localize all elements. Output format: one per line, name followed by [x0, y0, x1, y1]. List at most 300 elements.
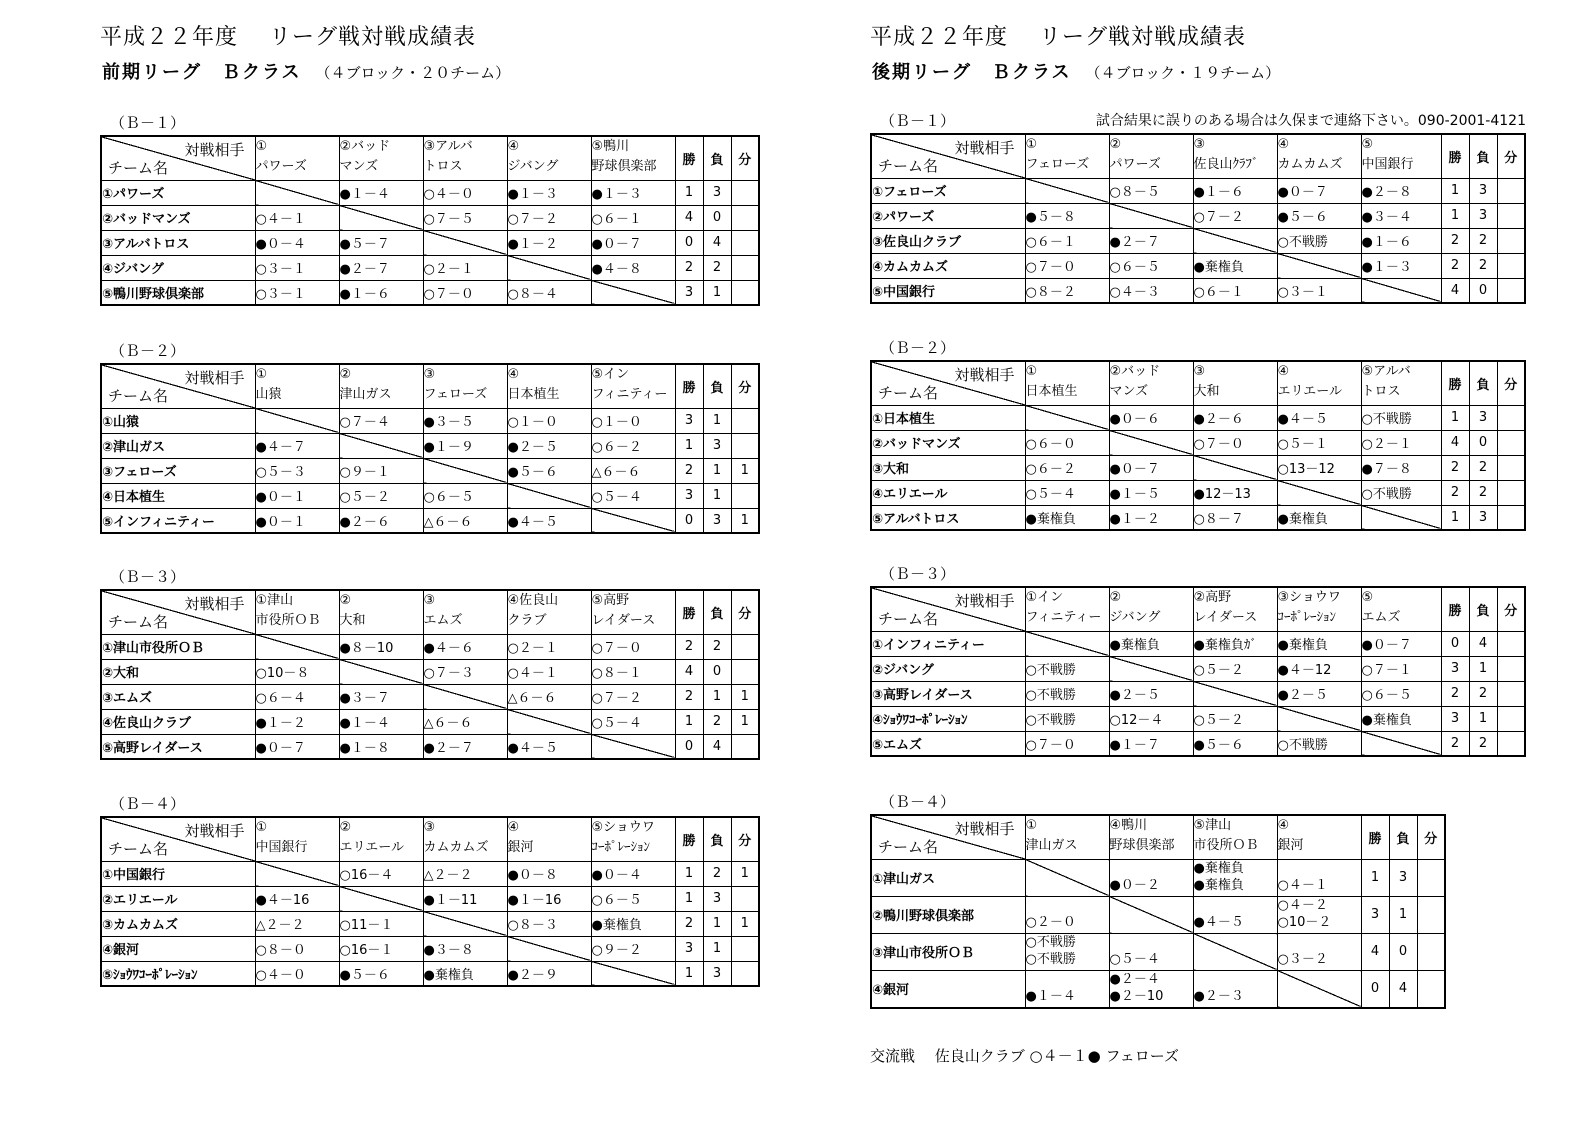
corner-team-label: チーム名 — [108, 158, 169, 177]
result-cell: ●０－７ — [1109, 455, 1193, 480]
team-name: ①パワーズ — [101, 180, 255, 205]
result-cell: ●２－５ — [1277, 681, 1361, 706]
result-cell: ●２－５ — [1109, 681, 1193, 706]
opponent-line-1: ① — [255, 367, 268, 382]
result-cell — [1193, 896, 1277, 933]
losses-count: 1 — [703, 458, 731, 483]
team-name: ②バッドマンズ — [101, 205, 255, 230]
result-cell: ●１－２ — [507, 230, 591, 255]
result-cell: ●３－７ — [339, 684, 423, 709]
team-name: ④銀河 — [101, 936, 255, 961]
diagonal-cell — [1193, 933, 1277, 970]
opponent-header — [255, 136, 339, 180]
result-cell: △２－２ — [255, 911, 339, 936]
result-cell: ●棄権負 — [591, 911, 675, 936]
block-label: （Ｂ－１） — [110, 114, 186, 132]
team-name: ③カムカムズ — [101, 911, 255, 936]
subtitle-main: 後期リーグ Ｂクラス — [872, 62, 1072, 83]
opponent-header — [423, 136, 507, 180]
table-row — [101, 709, 759, 734]
draws-count — [1497, 681, 1525, 706]
result-cell: ●棄権負 — [1277, 505, 1361, 530]
diagonal-cell — [507, 483, 591, 508]
team-name: ②津山ガス — [101, 433, 255, 458]
draws-count — [731, 205, 759, 230]
result-cell: ○６－５ — [591, 886, 675, 911]
opponent-line-1: ③ — [423, 367, 436, 382]
table-row — [101, 508, 759, 533]
result-cell: ●０－７ — [255, 734, 339, 759]
result-cell: ●１－２ — [255, 709, 339, 734]
opponent-line-1: ④佐良山 — [507, 593, 559, 608]
losses-count: 0 — [703, 205, 731, 230]
result-table — [100, 589, 760, 760]
table-row — [101, 936, 759, 961]
wins-count: 0 — [1441, 631, 1469, 656]
opponent-header — [1193, 815, 1277, 859]
result-cell — [1025, 970, 1109, 1008]
win-header: 勝 — [1441, 134, 1469, 178]
opponent-header — [1277, 361, 1361, 405]
losses-count: 2 — [1469, 253, 1497, 278]
result-cell: ○不戦勝 — [1025, 656, 1109, 681]
result-cell: ●０－４ — [255, 230, 339, 255]
result-cell: ○３－１ — [255, 280, 339, 305]
opponent-line-2: 大和 — [1193, 384, 1220, 399]
losses-count: 2 — [1469, 228, 1497, 253]
diagonal-cell — [507, 709, 591, 734]
opponent-line-1: ①津山 — [255, 593, 294, 608]
team-name: ①フェローズ — [871, 178, 1025, 203]
wins-count: 0 — [1361, 970, 1389, 1008]
result-cell: ○６－５ — [1109, 253, 1193, 278]
losses-count: 3 — [1389, 859, 1417, 896]
table-row — [101, 886, 759, 911]
opponent-header — [1193, 361, 1277, 405]
result-cell: ○８－７ — [1193, 505, 1277, 530]
result-line: ●２－３ — [1193, 988, 1244, 1004]
team-name: ④カムカムズ — [871, 253, 1025, 278]
result-cell: ○７－２ — [591, 684, 675, 709]
opponent-line-1: ② — [339, 820, 352, 835]
result-cell: ○７－０ — [1025, 253, 1109, 278]
result-cell: ○４－０ — [255, 961, 339, 986]
result-cell: ●１－８ — [339, 734, 423, 759]
team-name: ④佐良山クラブ — [101, 709, 255, 734]
header-row — [101, 590, 759, 634]
table-row — [101, 659, 759, 684]
diagonal-cell — [423, 230, 507, 255]
table-row — [101, 634, 759, 659]
wins-count: 0 — [675, 734, 703, 759]
table-row — [101, 684, 759, 709]
opponent-line-1: ④ — [1277, 364, 1290, 379]
team-name: ③津山市役所ＯＢ — [871, 933, 1025, 970]
result-cell: ○不戦勝 — [1361, 480, 1441, 505]
opponent-line-2: クラブ — [507, 613, 547, 628]
result-cell: ○５－４ — [591, 709, 675, 734]
wins-count: 2 — [675, 458, 703, 483]
opponent-line-2: エムズ — [1361, 610, 1401, 625]
result-cell: ○５－２ — [1193, 706, 1277, 731]
result-cell: ●３－４ — [1361, 203, 1441, 228]
wins-count: 4 — [1441, 430, 1469, 455]
team-name: ①津山ガス — [871, 859, 1025, 896]
result-line: ●２－４ — [1109, 971, 1160, 987]
opponent-line-1: ④ — [507, 367, 520, 382]
draw-header: 分 — [1417, 815, 1445, 859]
diagonal-cell — [1277, 706, 1361, 731]
draws-count — [1497, 731, 1525, 756]
opponent-line-1: ⑤ — [1361, 590, 1374, 605]
diagonal-cell — [1193, 455, 1277, 480]
result-cell: ○８－１ — [591, 659, 675, 684]
result-cell: ○11－１ — [339, 911, 423, 936]
result-cell: ○13－12 — [1277, 455, 1361, 480]
result-cell: ○８－４ — [507, 280, 591, 305]
draws-count: 1 — [731, 458, 759, 483]
opponent-header — [591, 364, 675, 408]
result-cell: ○６－０ — [1025, 430, 1109, 455]
opponent-line-2: 佐良山ｸﾗﾌﾞ — [1193, 157, 1259, 172]
table-row — [871, 253, 1525, 278]
result-cell: ●４－16 — [255, 886, 339, 911]
wins-count: 3 — [1441, 656, 1469, 681]
result-cell: ○９－２ — [591, 936, 675, 961]
result-cell: ○６－２ — [1025, 455, 1109, 480]
corner-opponent-label: 対戦相手 — [184, 595, 245, 613]
result-cell: ●棄権負 — [423, 961, 507, 986]
wins-count: 2 — [675, 634, 703, 659]
draws-count: 1 — [731, 709, 759, 734]
opponent-line-1: ② — [1109, 137, 1122, 152]
losses-count: 2 — [1469, 455, 1497, 480]
team-name: ⑤インフィニティー — [101, 508, 255, 533]
opponent-line-1: ③ — [1193, 137, 1206, 152]
opponent-line-1: ① — [1025, 137, 1038, 152]
result-cell: ●３－５ — [423, 408, 507, 433]
draw-header: 分 — [1497, 134, 1525, 178]
team-name: ③大和 — [871, 455, 1025, 480]
header-corner — [101, 364, 255, 408]
draw-header: 分 — [731, 364, 759, 408]
opponent-header — [591, 817, 675, 861]
result-cell: ○１－０ — [591, 408, 675, 433]
wins-count: 1 — [675, 709, 703, 734]
wins-count: 3 — [675, 408, 703, 433]
losses-count: 4 — [703, 734, 731, 759]
block-label: （Ｂ－２） — [880, 339, 956, 357]
opponent-line-2: 日本植生 — [507, 387, 560, 402]
opponent-header — [591, 136, 675, 180]
losses-count: 3 — [1469, 405, 1497, 430]
result-line: ○３－２ — [1277, 951, 1328, 967]
diagonal-cell — [339, 659, 423, 684]
table-row — [871, 859, 1445, 896]
contact-note: 試合結果に誤りのある場合は久保まで連絡下さい。090-2001-4121 — [1095, 113, 1526, 129]
result-cell: ●０－１ — [255, 508, 339, 533]
result-line: ●棄権負 — [1193, 877, 1244, 893]
losses-count: 1 — [703, 408, 731, 433]
diagonal-cell — [423, 458, 507, 483]
opponent-header — [339, 364, 423, 408]
result-cell: ●１－６ — [339, 280, 423, 305]
result-line: ○５－４ — [1109, 951, 1160, 967]
result-cell: ●０－７ — [1361, 631, 1441, 656]
table-row — [101, 734, 759, 759]
block-label: （Ｂ－４） — [880, 793, 956, 811]
result-cell: ●４－７ — [255, 433, 339, 458]
diagonal-cell — [1361, 278, 1441, 303]
opponent-line-1: ①イン — [1025, 590, 1064, 605]
team-name: ①インフィニティー — [871, 631, 1025, 656]
opponent-line-2: 銀河 — [1277, 838, 1304, 853]
team-name: ⑤鴨川野球倶楽部 — [101, 280, 255, 305]
corner-team-label: チーム名 — [878, 156, 939, 175]
result-cell: ●０－７ — [1277, 178, 1361, 203]
opponent-header — [255, 364, 339, 408]
result-cell: ●棄権負 — [1193, 253, 1277, 278]
result-line: ●棄権負 — [1193, 860, 1244, 876]
opponent-line-2: 津山ガス — [1025, 838, 1078, 853]
draws-count — [1417, 896, 1445, 933]
team-name: ④銀河 — [871, 970, 1025, 1008]
diagonal-cell — [1025, 859, 1109, 896]
result-cell: ○６－１ — [1025, 228, 1109, 253]
table-row — [101, 961, 759, 986]
losses-count: 2 — [703, 861, 731, 886]
opponent-line-2: フィニティー — [1025, 610, 1102, 625]
result-cell: ●２－７ — [423, 734, 507, 759]
diagonal-cell — [1109, 896, 1193, 933]
result-cell: ○２－１ — [507, 634, 591, 659]
result-line: ○４－２ — [1277, 897, 1328, 913]
opponent-header — [423, 590, 507, 634]
draws-count — [731, 886, 759, 911]
losses-count: 3 — [703, 180, 731, 205]
header-row — [871, 587, 1525, 631]
wins-count: 1 — [675, 886, 703, 911]
opponent-header — [1277, 815, 1361, 859]
loss-header: 負 — [703, 136, 731, 180]
result-cell — [1193, 859, 1277, 896]
wins-count: 0 — [675, 230, 703, 255]
result-cell: △６－６ — [423, 508, 507, 533]
corner-opponent-label: 対戦相手 — [184, 369, 245, 387]
opponent-header — [507, 590, 591, 634]
opponent-header — [1277, 134, 1361, 178]
result-cell: ○５－２ — [339, 483, 423, 508]
opponent-line-1: ① — [1025, 818, 1038, 833]
result-cell — [1025, 896, 1109, 933]
result-cell: ●２－６ — [339, 508, 423, 533]
result-cell: ●棄権負 — [1109, 631, 1193, 656]
diagonal-cell — [591, 961, 675, 986]
opponent-line-2: ｺｰﾎﾟﾚｰｼｮﾝ — [591, 840, 650, 855]
table-row — [871, 681, 1525, 706]
result-cell: ○６－４ — [255, 684, 339, 709]
losses-count: 0 — [1469, 278, 1497, 303]
opponent-line-2: ジバング — [1109, 610, 1161, 625]
result-cell: ○２－１ — [423, 255, 507, 280]
result-cell: ●５－７ — [339, 230, 423, 255]
loss-header: 負 — [703, 590, 731, 634]
result-cell: ●棄権負 — [1361, 706, 1441, 731]
team-name: ③高野レイダース — [871, 681, 1025, 706]
wins-count: 2 — [1441, 681, 1469, 706]
result-cell — [1193, 970, 1277, 1008]
opponent-header — [507, 136, 591, 180]
losses-count: 1 — [1469, 706, 1497, 731]
result-cell: ○12－４ — [1109, 706, 1193, 731]
losses-count: 2 — [1469, 480, 1497, 505]
result-cell: ●２－７ — [1109, 228, 1193, 253]
table-row — [101, 483, 759, 508]
draws-count — [1497, 203, 1525, 228]
exchange-match-note: 交流戦 佐良山クラブ ○４－１● フェローズ — [870, 1047, 1179, 1065]
corner-team-label: チーム名 — [108, 839, 169, 858]
diagonal-cell — [255, 408, 339, 433]
draws-count — [1417, 970, 1445, 1008]
result-table — [100, 363, 760, 534]
table-row — [871, 731, 1525, 756]
result-cell: △２－２ — [423, 861, 507, 886]
table-row — [871, 203, 1525, 228]
team-name: ①津山市役所ＯＢ — [101, 634, 255, 659]
loss-header: 負 — [1389, 815, 1417, 859]
wins-count: 2 — [1441, 455, 1469, 480]
result-cell: ●０－７ — [591, 230, 675, 255]
wins-count: 1 — [675, 961, 703, 986]
result-cell: ●１－６ — [1361, 228, 1441, 253]
wins-count: 1 — [675, 861, 703, 886]
result-cell: ●１－３ — [507, 180, 591, 205]
result-line: ○４－１ — [1277, 877, 1328, 893]
team-name: ④ジバング — [101, 255, 255, 280]
losses-count: 2 — [1469, 681, 1497, 706]
opponent-line-2: 市役所ＯＢ — [1193, 838, 1259, 853]
result-cell: ●２－６ — [1193, 405, 1277, 430]
losses-count: 4 — [703, 230, 731, 255]
result-cell: ○６－１ — [591, 205, 675, 230]
losses-count: 2 — [703, 709, 731, 734]
table-row — [871, 178, 1525, 203]
wins-count: 3 — [675, 483, 703, 508]
result-cell: ●４－５ — [1277, 405, 1361, 430]
opponent-header — [1109, 134, 1193, 178]
result-cell: ●２－８ — [1361, 178, 1441, 203]
opponent-line-2: パワーズ — [1109, 157, 1161, 172]
opponent-line-2: 市役所ＯＢ — [255, 613, 321, 628]
result-cell: ●棄権負 — [1025, 505, 1109, 530]
losses-count: 3 — [1469, 203, 1497, 228]
opponent-line-2: トロス — [1361, 384, 1401, 399]
result-cell: ○16－１ — [339, 936, 423, 961]
result-line: ○２－０ — [1025, 914, 1076, 930]
result-line: ○不戦勝 — [1025, 951, 1076, 967]
header-row — [871, 815, 1445, 859]
opponent-line-2: 大和 — [339, 613, 366, 628]
table-row — [871, 480, 1525, 505]
header-corner — [871, 587, 1025, 631]
result-cell — [1277, 896, 1361, 933]
diagonal-cell — [507, 936, 591, 961]
opponent-line-2: マンズ — [1109, 384, 1149, 399]
wins-count: 2 — [675, 684, 703, 709]
opponent-line-2: マンズ — [339, 159, 379, 174]
table-row — [871, 430, 1525, 455]
diagonal-cell — [423, 684, 507, 709]
opponent-line-2: ｺｰﾎﾟﾚｰｼｮﾝ — [1277, 610, 1336, 625]
wins-count: 4 — [675, 659, 703, 684]
draws-count — [731, 230, 759, 255]
subtitle-note: （４ブロック・１９チーム） — [1085, 64, 1281, 82]
result-cell: ●５－８ — [1025, 203, 1109, 228]
draws-count — [731, 734, 759, 759]
result-cell: ●12－13 — [1193, 480, 1277, 505]
result-table — [870, 586, 1526, 757]
team-name: ①中国銀行 — [101, 861, 255, 886]
opponent-header — [1193, 587, 1277, 631]
opponent-line-2: エムズ — [423, 613, 463, 628]
wins-count: 0 — [675, 508, 703, 533]
result-cell: ●２－５ — [507, 433, 591, 458]
diagonal-cell — [591, 280, 675, 305]
diagonal-cell — [1025, 405, 1109, 430]
result-cell — [1277, 933, 1361, 970]
result-line: ○10－２ — [1277, 914, 1332, 930]
result-cell: ●１－11 — [423, 886, 507, 911]
team-name: ②ジバング — [871, 656, 1025, 681]
draws-count — [1497, 455, 1525, 480]
wins-count: 2 — [1441, 480, 1469, 505]
draws-count — [731, 433, 759, 458]
opponent-header — [255, 817, 339, 861]
draws-count — [1497, 278, 1525, 303]
opponent-line-1: ④ — [1277, 818, 1290, 833]
draws-count — [1497, 178, 1525, 203]
diagonal-cell — [339, 886, 423, 911]
opponent-line-2: 中国銀行 — [1361, 157, 1414, 172]
diagonal-cell — [1277, 970, 1361, 1008]
draws-count — [1497, 706, 1525, 731]
win-header: 勝 — [1441, 587, 1469, 631]
diagonal-cell — [255, 634, 339, 659]
diagonal-cell — [423, 911, 507, 936]
corner-opponent-label: 対戦相手 — [184, 141, 245, 159]
result-cell: ○７－０ — [1193, 430, 1277, 455]
result-cell: ●２－７ — [339, 255, 423, 280]
opponent-line-1: ⑤アルバ — [1361, 364, 1411, 379]
result-cell: ○７－２ — [1193, 203, 1277, 228]
header-corner — [871, 361, 1025, 405]
result-cell: ○８－３ — [507, 911, 591, 936]
opponent-header — [1025, 361, 1109, 405]
result-cell: ●１－４ — [339, 709, 423, 734]
diagonal-cell — [507, 255, 591, 280]
team-name: ⑤アルバトロス — [871, 505, 1025, 530]
result-cell — [1109, 933, 1193, 970]
losses-count: 3 — [703, 508, 731, 533]
diagonal-cell — [1277, 480, 1361, 505]
result-cell: ○不戦勝 — [1025, 706, 1109, 731]
result-cell: ○８－５ — [1109, 178, 1193, 203]
team-name: ②エリエール — [101, 886, 255, 911]
draws-count — [731, 180, 759, 205]
team-name: ④ｼｮｳﾜｺｰﾎﾟﾚｰｼｮﾝ — [871, 706, 1025, 731]
result-cell: ●０－１ — [255, 483, 339, 508]
result-cell: ●４－８ — [591, 255, 675, 280]
